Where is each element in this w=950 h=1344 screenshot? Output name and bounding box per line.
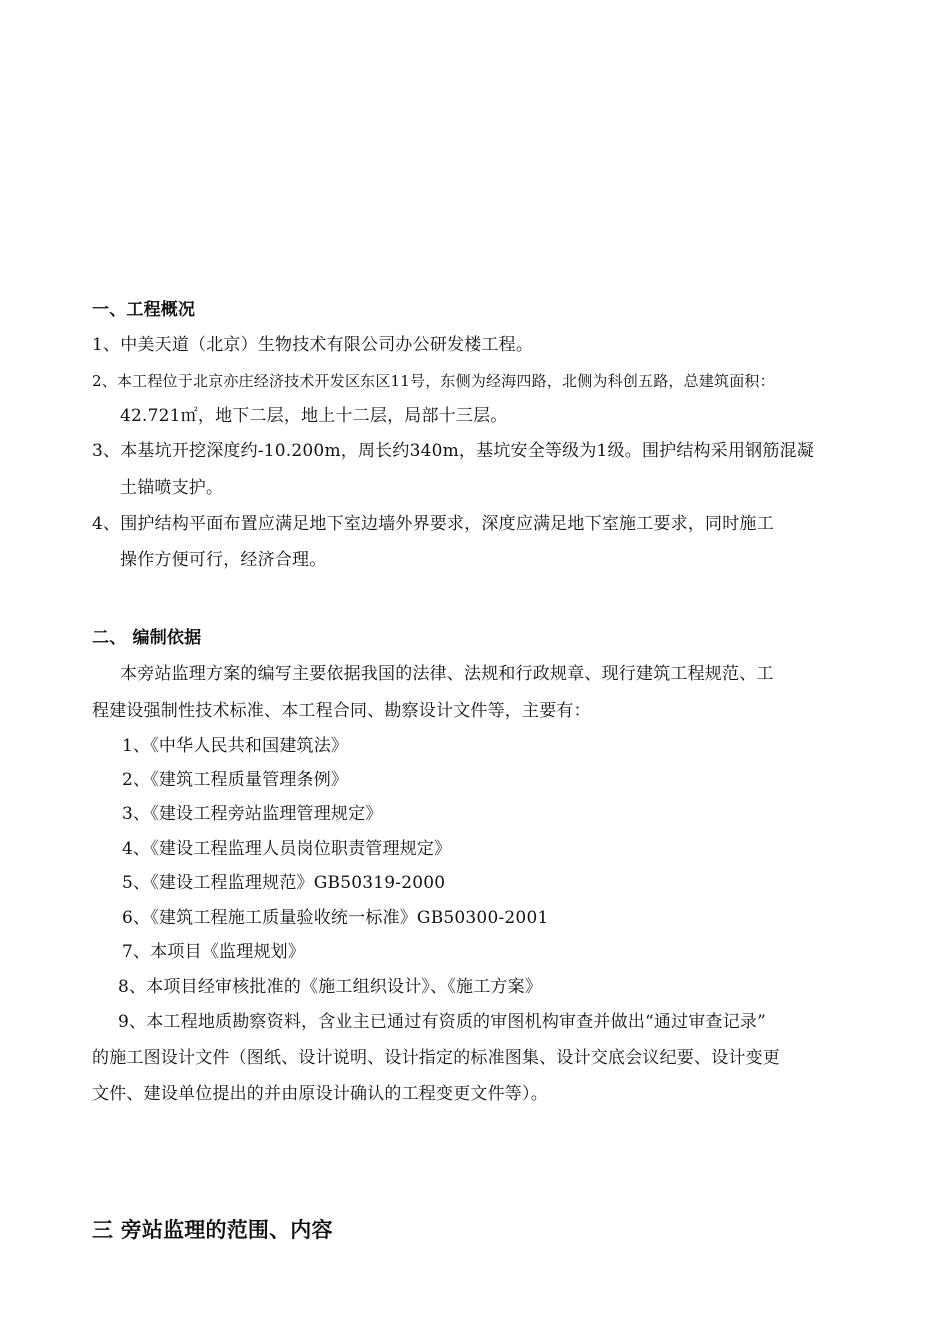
basis-item-9-cont-2: 文件、建设单位提出的并由原设计确认的工程变更文件等）。 bbox=[92, 1084, 548, 1104]
basis-item-9: 9、本工程地质勘察资料，含业主已通过有资质的审图机构审查并做出“通过审查记录” bbox=[118, 1012, 766, 1032]
section-1-item-4: 4、围护结构平面布置应满足地下室边墙外界要求，深度应满足地下室施工要求，同时施工 bbox=[92, 514, 774, 534]
section-1-item-3-cont: 土锚喷支护。 bbox=[120, 478, 224, 498]
section-2-intro-line-2: 程建设强制性技术标准、本工程合同、勘察设计文件等，主要有： bbox=[92, 701, 591, 721]
basis-item-1: 1、《中华人民共和国建筑法》 bbox=[122, 736, 349, 756]
basis-item-7: 7、本项目《监理规划》 bbox=[122, 942, 306, 962]
section-2-intro-line-1: 本旁站监理方案的编写主要依据我国的法律、法规和行政规章、现行建筑工程规范、工 bbox=[120, 664, 774, 684]
basis-item-6: 6、《建筑工程施工质量验收统一标准》GB50300-2001 bbox=[122, 908, 549, 928]
basis-item-9-cont-1: 的施工图设计文件（图纸、设计说明、设计指定的标准图集、设计交底会议纪要、设计变更 bbox=[92, 1048, 780, 1068]
basis-item-5: 5、《建设工程监理规范》GB50319-2000 bbox=[122, 873, 446, 893]
basis-item-2: 2、《建筑工程质量管理条例》 bbox=[122, 770, 349, 790]
section-1-item-3: 3、本基坑开挖深度约-10.200m，周长约340m，基坑安全等级为1级。围护结构采用钢筋混凝 bbox=[92, 441, 814, 461]
section-1-heading: 一、工程概况 bbox=[92, 300, 196, 320]
section-2-heading: 二、 编制依据 bbox=[92, 628, 202, 648]
section-3-heading: 三 旁站监理的范围、内容 bbox=[92, 1218, 333, 1242]
section-1-item-2: 2、本工程位于北京亦庄经济技术开发区东区11号，东侧为经海四路，北侧为科创五路，总建筑面积： bbox=[92, 372, 775, 390]
basis-item-8: 8、本项目经审核批准的《施工组织设计》、《施工方案》 bbox=[118, 977, 543, 997]
section-1-item-2-cont: 42.721㎡，地下二层，地上十二层，局部十三层。 bbox=[120, 406, 508, 426]
section-1-item-4-cont: 操作方便可行，经济合理。 bbox=[120, 550, 327, 570]
basis-item-4: 4、《建设工程监理人员岗位职责管理规定》 bbox=[122, 839, 452, 859]
basis-item-3: 3、《建设工程旁站监理管理规定》 bbox=[122, 804, 383, 824]
section-1-item-1: 1、中美天道（北京）生物技术有限公司办公研发楼工程。 bbox=[92, 335, 534, 355]
